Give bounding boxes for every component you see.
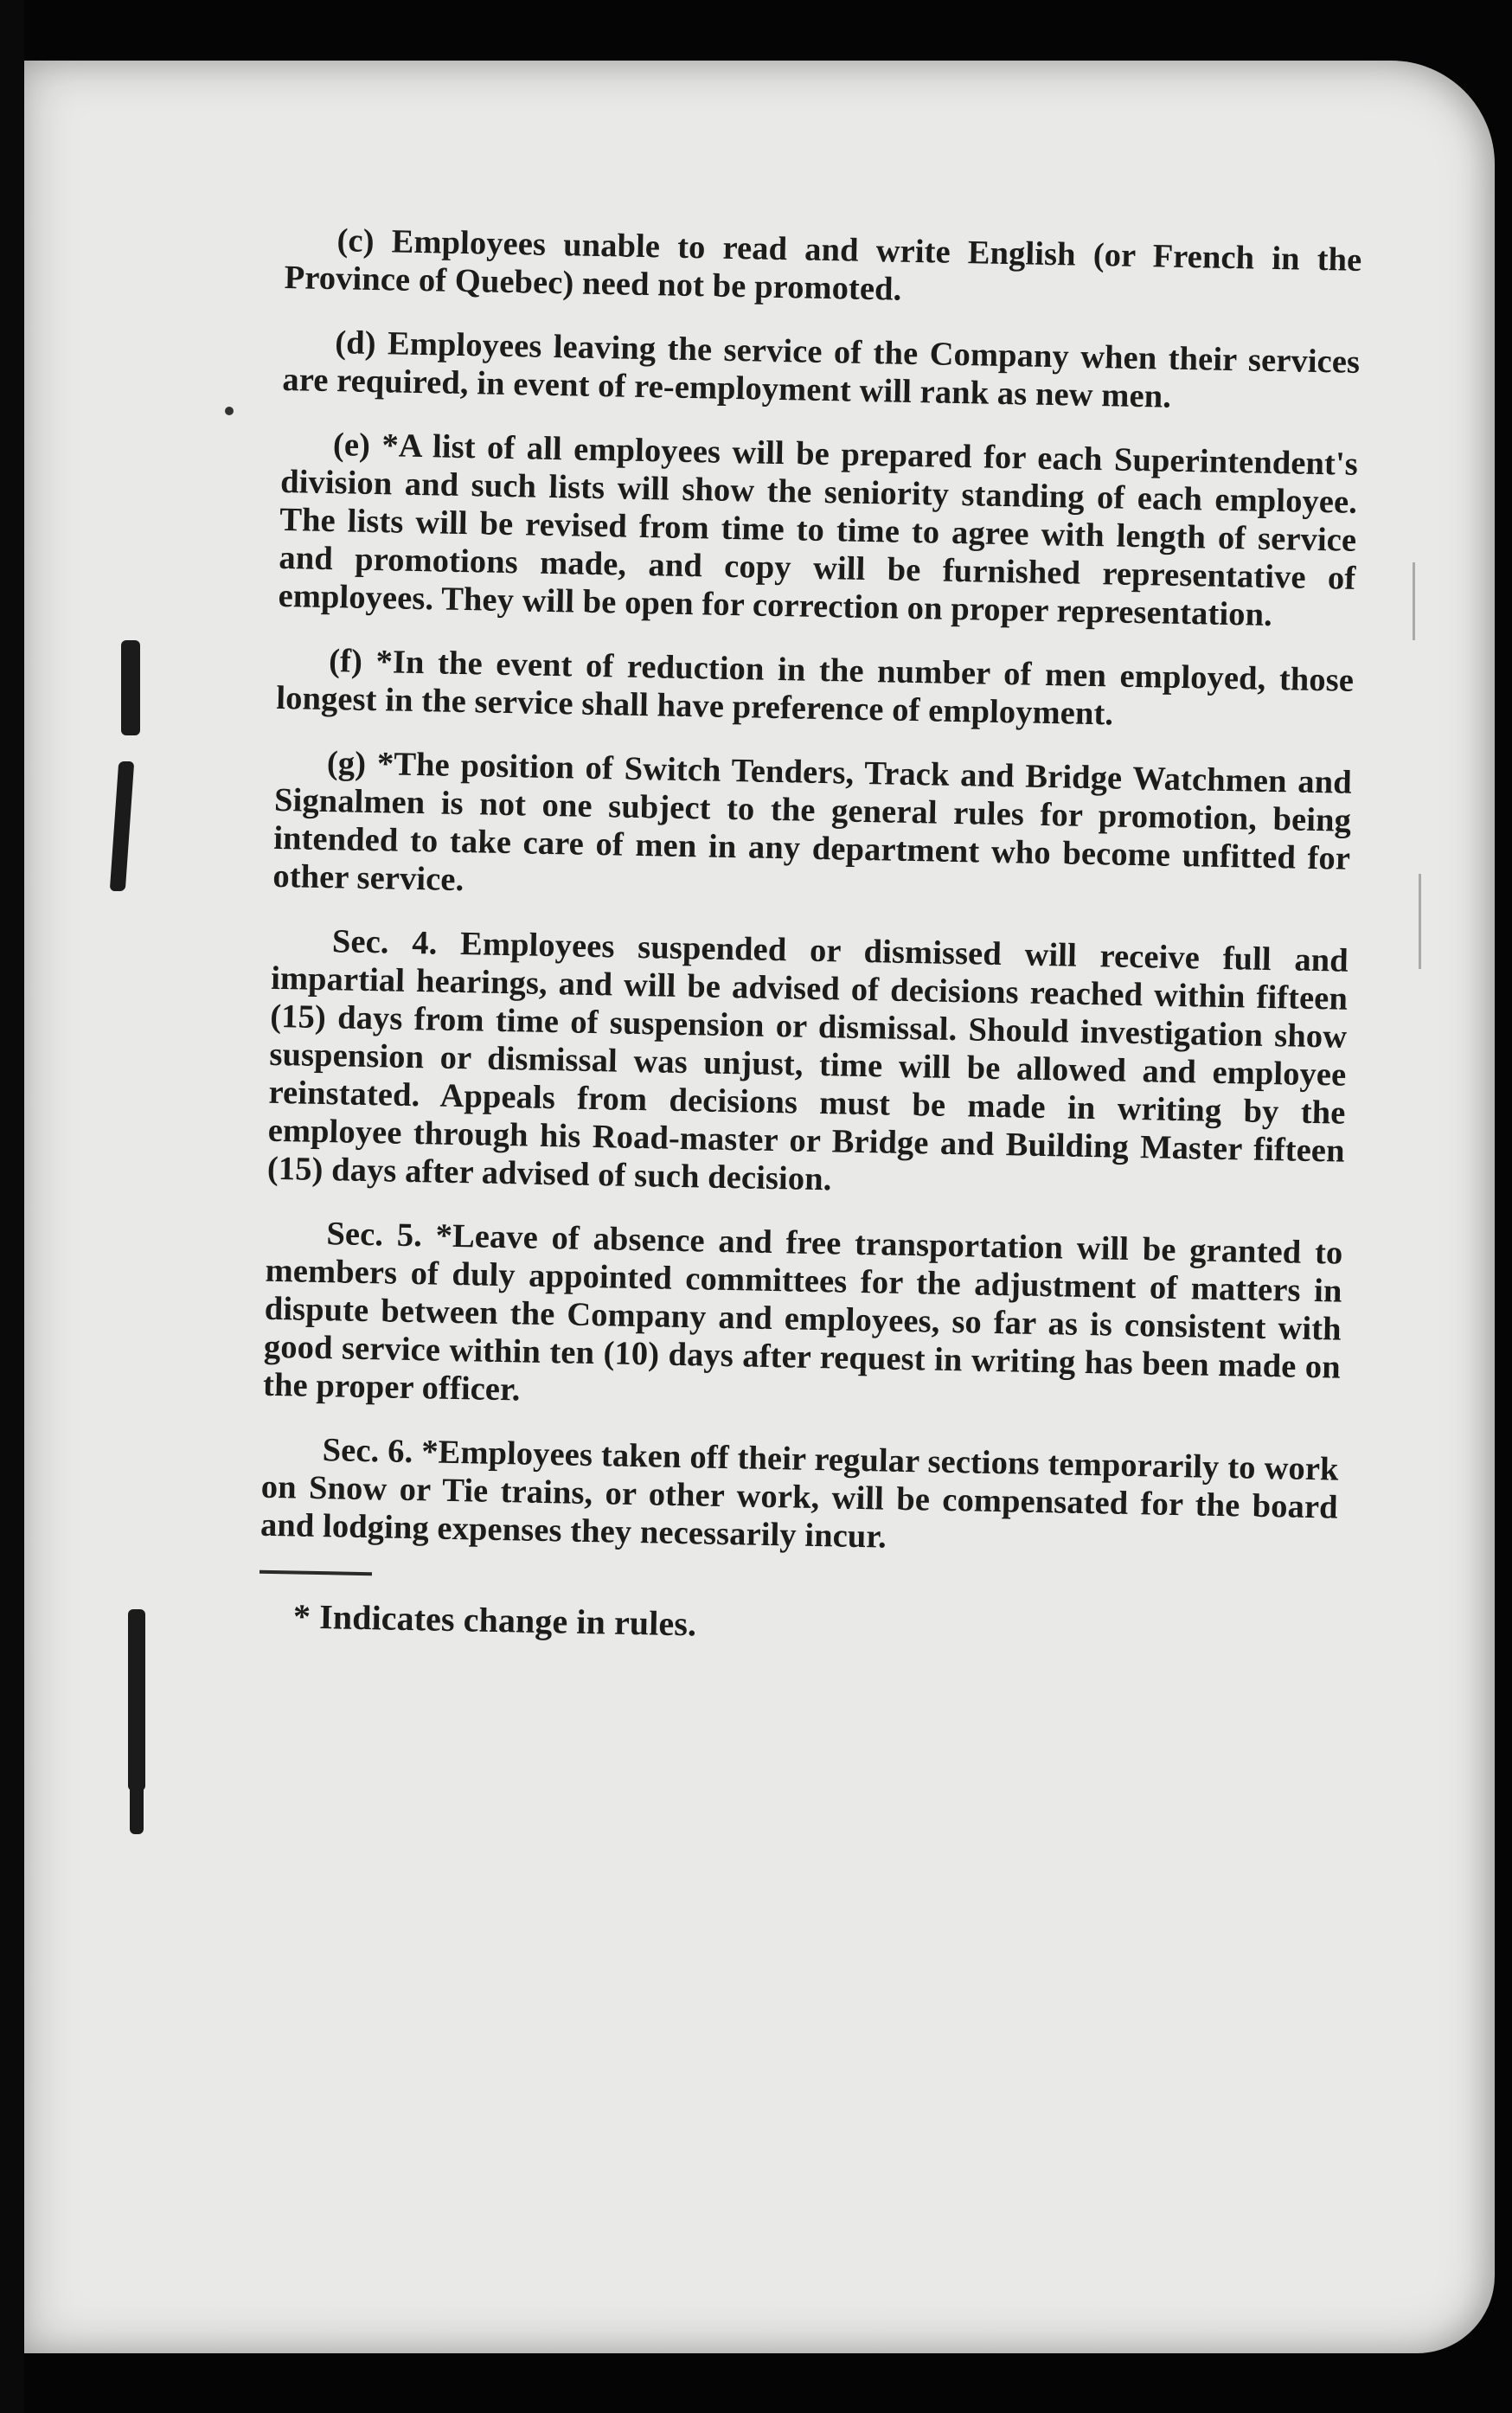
scan-left-border <box>0 0 24 2413</box>
section-4: Sec. 4. Employees suspended or dismissed will receive full and impartial hearings, and will be advised of decisions reached within fifteen (15) days from time of suspension or dismissal. Should investigation show suspension or dismissal was unjust, time will be allowed and employee reinstated. Appeals from decisions must be made in writing by the employee through his Road-master or Bridge and Building Master fifteen (15) days after advised of such decision. <box>266 923 1349 1198</box>
binding-mark <box>121 640 140 735</box>
page-edge-mark <box>1413 562 1415 640</box>
page-edge-mark <box>1419 874 1421 969</box>
paragraph-d: (d) Employees leaving the service of the Company when their services are required, in event of re-employment will rank as new men. <box>282 324 1361 415</box>
footnote-divider <box>259 1570 372 1576</box>
binding-mark <box>130 1730 144 1834</box>
footnote: * Indicates change in rules. <box>292 1596 697 1644</box>
paragraph-c: (c) Employees unable to read and write English (or French in the Province of Quebec) need not be promoted. <box>284 222 1362 308</box>
document-body <box>259 221 1362 1657</box>
paragraph-g: (g) *The position of Switch Tenders, Track and Bridge Watchmen and Signalmen is not one subject to the general rules for promotion, being intended to take care of men in any department who become unfitted for other service. <box>272 745 1353 899</box>
ink-speck <box>225 407 234 415</box>
paragraph-e: (e) *A list of all employees will be prepared for each Superintendent's division and such lists will show the seniority standing of each employee. The lists will be revised from time to time to agree with length of service and promotions made, and copy will be furnished representative of employees. They will be open for correction on proper representation. <box>278 427 1359 633</box>
paragraph-f: (f) *In the event of reduction in the number of men employed, those longest in the service shall have preference of employment. <box>275 643 1355 733</box>
section-6: Sec. 6. *Employees taken off their regular sections temporarily to work on Snow or Tie trains, or other work, will be compensated for the board and lodging expenses they necessarily incur. <box>259 1432 1339 1556</box>
section-5: Sec. 5. *Leave of absence and free transportation will be granted to members of duly appointed committees for the adjustment of matters in dispute between the Company and employees, so far as is consistent with good service within ten (10) days after request in writing has been made on the proper officer. <box>262 1216 1343 1409</box>
binding-mark <box>110 761 134 891</box>
